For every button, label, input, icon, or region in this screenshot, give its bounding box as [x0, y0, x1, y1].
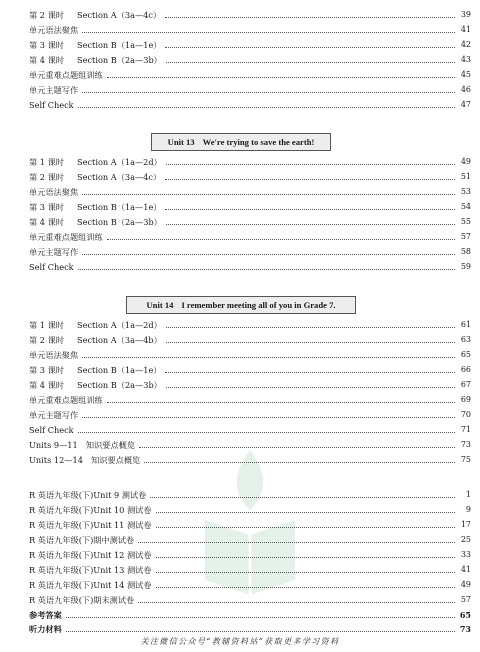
- toc-section: Section B（2a—3b）: [77, 55, 162, 65]
- toc-section: 单元语法聚焦: [29, 25, 79, 35]
- toc-page-number: 70: [460, 410, 471, 419]
- toc-section: Section B（1a—1e）: [77, 202, 162, 212]
- toc-section: Section A（3a—4c）: [77, 10, 162, 20]
- toc-section: R 英语九年级(下)Unit 11 测试卷: [29, 520, 152, 530]
- toc-row: [29, 333, 471, 347]
- dot-leader: [107, 401, 455, 403]
- dot-leader: [156, 511, 455, 513]
- toc-section: 单元重难点题组训练: [29, 395, 103, 405]
- toc-row: [29, 578, 471, 592]
- dot-leader: [82, 193, 455, 195]
- dot-leader: [82, 416, 455, 418]
- toc-row: [29, 23, 471, 37]
- toc-section: 单元语法聚焦: [29, 350, 79, 360]
- toc-row: [29, 533, 471, 547]
- toc-page-number: 33: [460, 550, 471, 559]
- toc-row: [29, 593, 471, 607]
- toc-page-number: 51: [460, 172, 471, 181]
- toc-section: R 英语九年级(下)Unit 12 测试卷: [29, 550, 152, 560]
- toc-page-number: 55: [460, 217, 471, 226]
- toc-page-number: 42: [460, 40, 471, 49]
- toc-section: Self Check: [29, 425, 74, 435]
- dot-leader: [166, 326, 455, 328]
- toc-section: R 英语九年级(下)Unit 10 测试卷: [29, 505, 152, 515]
- dot-leader: [78, 268, 455, 270]
- toc-row: [29, 503, 471, 517]
- toc-section: 单元主题写作: [29, 410, 79, 420]
- toc-lesson: 第 4 课时: [29, 55, 64, 65]
- unit-title: I remember meeting all of you in Grade 7.: [181, 300, 336, 310]
- toc-section: Section B（2a—3b）: [77, 217, 162, 227]
- toc-section: 单元语法聚焦: [29, 187, 79, 197]
- toc-page-number: 69: [460, 395, 471, 404]
- footer-note: 关注微信公众号“教辅资料站”获取更多学习资料: [140, 637, 340, 646]
- dot-leader: [82, 31, 455, 33]
- toc-section: 单元主题写作: [29, 85, 79, 95]
- toc-section: R 英语九年级(下)Unit 14 测试卷: [29, 580, 152, 590]
- toc-row: [29, 488, 471, 502]
- toc-section: 单元重难点题组训练: [29, 232, 103, 242]
- toc-row: [29, 98, 471, 112]
- toc-page-number: 49: [460, 580, 471, 589]
- toc-row: [29, 393, 471, 407]
- toc-row: [29, 53, 471, 67]
- unit-title: We're trying to save the earth!: [202, 137, 315, 147]
- toc-lesson: 第 4 课时: [29, 217, 64, 227]
- toc-row: [29, 408, 471, 422]
- toc-page-number: 49: [460, 157, 471, 166]
- dot-leader: [166, 163, 455, 165]
- toc-row: [29, 185, 471, 199]
- toc-page-number: 41: [460, 25, 471, 34]
- dot-leader: [166, 61, 455, 63]
- toc-lesson: 第 2 课时: [29, 172, 64, 182]
- dot-leader: [107, 238, 455, 240]
- toc-lesson: 第 3 课时: [29, 365, 64, 375]
- toc-lesson: 第 4 课时: [29, 380, 64, 390]
- toc-row: [29, 622, 471, 636]
- toc-section: 单元主题写作: [29, 247, 79, 257]
- dot-leader: [78, 106, 455, 108]
- toc-lesson: 第 3 课时: [29, 202, 64, 212]
- toc-row: [29, 563, 471, 577]
- dot-leader: [166, 223, 455, 225]
- unit-number: Unit 13: [167, 137, 195, 147]
- toc-page-number: 57: [460, 232, 471, 241]
- toc-page-number: 59: [460, 262, 471, 271]
- toc-row: [29, 215, 471, 229]
- dot-leader: [66, 616, 455, 618]
- toc-page-number: 61: [460, 320, 471, 329]
- toc-page-number: 65: [460, 350, 471, 359]
- toc-page-number: 67: [460, 380, 471, 389]
- toc-section: 听力材料: [29, 624, 62, 634]
- dot-leader: [107, 76, 455, 78]
- toc-page-number: 57: [460, 595, 471, 604]
- dot-leader: [156, 556, 455, 558]
- dot-leader: [166, 341, 455, 343]
- toc-page-number: 45: [460, 70, 471, 79]
- dot-leader: [138, 601, 455, 603]
- toc-section: Units 12—14 知识要点概览: [29, 455, 141, 465]
- dot-leader: [166, 386, 455, 388]
- toc-page-number: 43: [460, 55, 471, 64]
- toc-page-number: 58: [460, 247, 471, 256]
- toc-row: [29, 170, 471, 184]
- dot-leader: [165, 16, 455, 18]
- toc-page-number: 66: [460, 365, 471, 374]
- toc-page-number: 73: [460, 440, 471, 449]
- toc-page-number: 54: [460, 202, 471, 211]
- toc-row: [29, 155, 471, 169]
- toc-page-number: 46: [460, 85, 471, 94]
- toc-page-number: 71: [460, 425, 471, 434]
- toc-page-number: 47: [460, 100, 471, 109]
- dot-leader: [156, 586, 455, 588]
- toc-row: [29, 378, 471, 392]
- toc-row: [29, 200, 471, 214]
- dot-leader: [82, 91, 455, 93]
- toc-section: Section A（1a—2d）: [77, 157, 162, 167]
- toc-row: [29, 548, 471, 562]
- toc-lesson: 第 1 课时: [29, 320, 64, 330]
- toc-page-number: 9: [465, 505, 471, 514]
- toc-section: Self Check: [29, 100, 74, 110]
- toc-row: [29, 518, 471, 532]
- toc-section: Section B（1a—1e）: [77, 365, 162, 375]
- dot-leader: [66, 630, 455, 632]
- toc-row: [29, 68, 471, 82]
- dot-leader: [78, 431, 455, 433]
- unit-13-heading: [151, 133, 331, 151]
- dot-leader: [165, 178, 455, 180]
- toc-row: [29, 318, 471, 332]
- unit-14-heading: [126, 296, 356, 314]
- toc-page-number: 39: [460, 10, 471, 19]
- toc-section: Section B（1a—1e）: [77, 40, 162, 50]
- toc-page-number: 17: [460, 520, 471, 529]
- toc-row: [29, 260, 471, 274]
- toc-section: R 英语九年级(下)Unit 13 测试卷: [29, 565, 152, 575]
- toc-page-number: 41: [460, 565, 471, 574]
- toc-row: [29, 230, 471, 244]
- toc-lesson: 第 3 课时: [29, 40, 64, 50]
- dot-leader: [138, 541, 455, 543]
- toc-lesson: 第 2 课时: [29, 10, 64, 20]
- toc-row: [29, 608, 471, 622]
- toc-row: [29, 83, 471, 97]
- toc-section: R 英语九年级(下)期中测试卷: [29, 535, 135, 545]
- toc-page-number: 73: [459, 624, 471, 634]
- toc-section: Section A（1a—2d）: [77, 320, 162, 330]
- toc-page-number: 25: [460, 535, 471, 544]
- toc-row: [29, 363, 471, 377]
- toc-section: 参考答案: [29, 610, 62, 620]
- dot-leader: [156, 571, 455, 573]
- toc-row: [29, 8, 471, 22]
- toc-page-number: 65: [459, 610, 471, 620]
- toc-section: Section B（2a—3b）: [77, 380, 162, 390]
- toc-row: [29, 423, 471, 437]
- toc-row: [29, 348, 471, 362]
- toc-lesson: 第 2 课时: [29, 335, 64, 345]
- toc-section: Self Check: [29, 262, 74, 272]
- dot-leader: [165, 208, 455, 210]
- toc-section: R 英语九年级(下)期末测试卷: [29, 595, 135, 605]
- toc-section: 单元重难点题组训练: [29, 70, 103, 80]
- dot-leader: [82, 356, 455, 358]
- toc-page-number: 1: [465, 490, 471, 499]
- dot-leader: [82, 253, 455, 255]
- toc-row: [29, 38, 471, 52]
- toc-page-number: 53: [460, 187, 471, 196]
- dot-leader: [156, 526, 455, 528]
- toc-section: Units 9—11 知识要点概览: [29, 440, 136, 450]
- dot-leader: [165, 371, 455, 373]
- toc-section: R 英语九年级(下)Unit 9 测试卷: [29, 490, 147, 500]
- toc-page-number: 63: [460, 335, 471, 344]
- toc-row: [29, 245, 471, 259]
- toc-page-number: 75: [460, 455, 471, 464]
- unit-number: Unit 14: [146, 300, 174, 310]
- dot-leader: [165, 46, 455, 48]
- toc-section: Section A（3a—4b）: [77, 335, 162, 345]
- dot-leader: [150, 496, 455, 498]
- toc-section: Section A（3a—4c）: [77, 172, 162, 182]
- toc-lesson: 第 1 课时: [29, 157, 64, 167]
